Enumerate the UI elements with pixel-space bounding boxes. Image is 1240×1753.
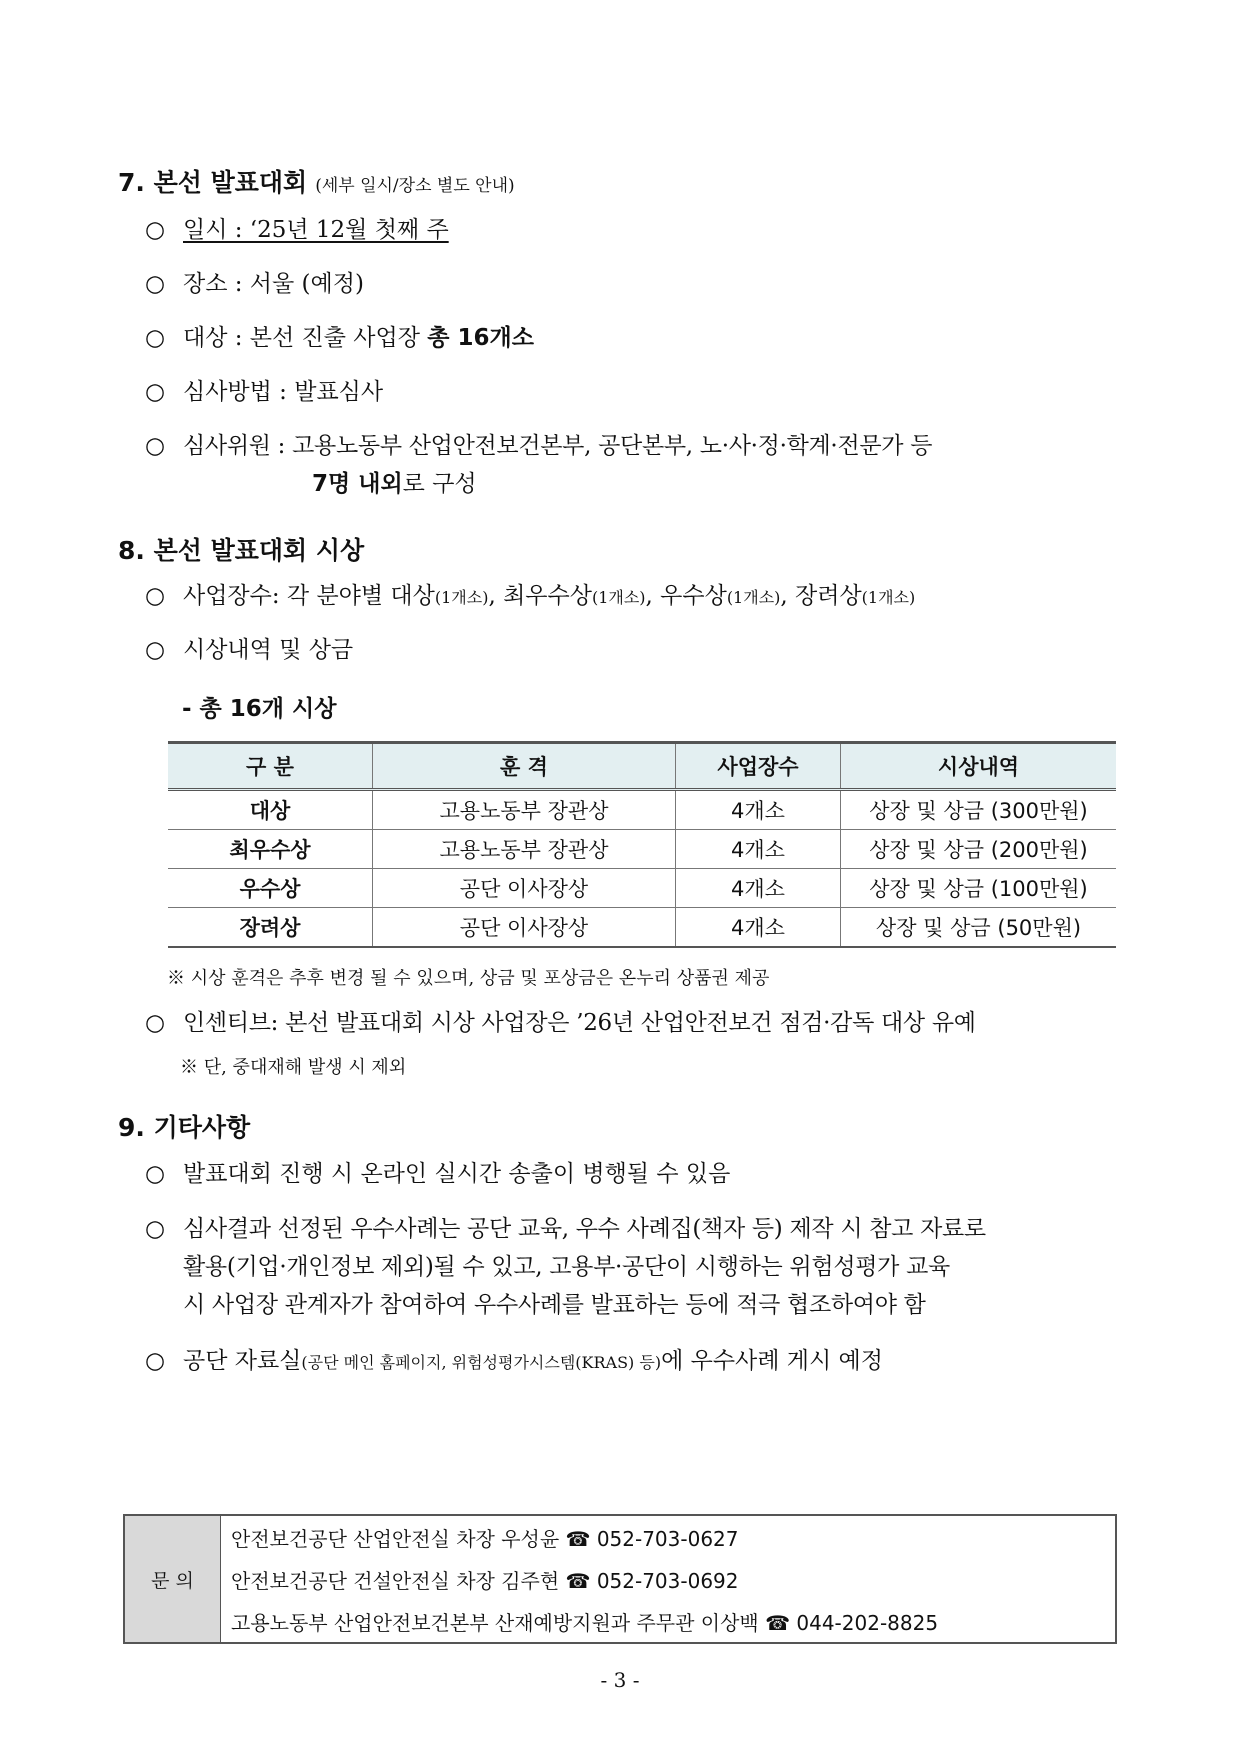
contact-row xyxy=(124,1558,1116,1600)
table-cell: 우수상 xyxy=(168,869,373,908)
table-row xyxy=(168,908,1116,948)
table-cell: 상장 및 상금 (100만원) xyxy=(841,869,1117,908)
awards-table xyxy=(168,741,1116,948)
count-text: , 우수상 xyxy=(645,583,727,609)
misc-item-2 xyxy=(145,1210,986,1248)
misc-text: 에 우수사례 게시 예정 xyxy=(661,1348,883,1374)
misc-note: (공단 메인 홈페이지, 위험성평가시스템(KRAS) 등) xyxy=(301,1353,662,1372)
table-header: 구 분 xyxy=(168,743,373,790)
table-cell: 4개소 xyxy=(676,790,841,830)
date-text: 일시 : ‘25년 12월 첫째 주 xyxy=(183,217,449,243)
count-note: (1개소) xyxy=(591,588,646,607)
method-text: 심사방법 : 발표심사 xyxy=(183,379,384,405)
bullet-circle-icon: ○ xyxy=(145,583,166,609)
page-number: - 3 - xyxy=(600,1668,640,1692)
details-text: 시상내역 및 상금 xyxy=(183,637,354,663)
target-count: 총 16개소 xyxy=(427,325,534,351)
table-cell: 고용노동부 장관상 xyxy=(373,830,676,869)
table-cell: 4개소 xyxy=(676,908,841,948)
contact-line: 안전보건공단 건설안전실 차장 김주현 ☎ 052-703-0692 xyxy=(231,1568,739,1593)
contact-row xyxy=(124,1515,1116,1558)
table-cell: 공단 이사장상 xyxy=(373,908,676,948)
table-header: 훈 격 xyxy=(373,743,676,790)
bullet-circle-icon: ○ xyxy=(145,325,166,351)
bullet-circle-icon: ○ xyxy=(145,217,166,243)
misc-item-2-line-2: 활용(기업·개인정보 제외)될 수 있고, 고용부·공단이 시행하는 위험성평가 교육 xyxy=(183,1254,950,1280)
judges-count: 7명 내외 xyxy=(312,471,403,497)
table-cell: 장려상 xyxy=(168,908,373,948)
method-item xyxy=(145,373,383,411)
table-cell: 고용노동부 장관상 xyxy=(373,790,676,830)
incentive-remark: ※ 단, 중대재해 발생 시 제외 xyxy=(180,1057,407,1078)
misc-item-1 xyxy=(145,1155,730,1193)
count-note: (1개소) xyxy=(726,588,781,607)
section-7-note: (세부 일시/장소 별도 안내) xyxy=(315,176,515,196)
misc-text: 발표대회 진행 시 온라인 실시간 송출이 병행될 수 있음 xyxy=(183,1161,731,1187)
bullet-circle-icon: ○ xyxy=(145,1010,165,1036)
incentive-item xyxy=(145,1004,976,1042)
table-header: 시상내역 xyxy=(841,743,1117,790)
misc-text: 심사결과 선정된 우수사례는 공단 교육, 우수 사례집(책자 등) 제작 시 참고 자료로 xyxy=(183,1216,986,1242)
section-7-title: 7. 본선 발표대회 xyxy=(118,168,308,197)
bullet-circle-icon: ○ xyxy=(145,1348,166,1374)
judges-item xyxy=(145,427,932,465)
contact-line: 고용노동부 산업안전보건본부 산재예방지원과 주무관 이상백 ☎ 044-202-8825 xyxy=(231,1610,939,1635)
target-text: 대상 : 본선 진출 사업장 xyxy=(183,325,428,351)
table-cell: 대상 xyxy=(168,790,373,830)
judges-rest: 로 구성 xyxy=(402,471,477,497)
award-remark: ※ 시상 훈격은 추후 변경 될 수 있으며, 상금 및 포상금은 온누리 상품권 제공 xyxy=(167,968,770,989)
count-item xyxy=(145,577,915,617)
table-header: 사업장수 xyxy=(676,743,841,790)
section-8-title: 8. 본선 발표대회 시상 xyxy=(118,536,365,565)
bullet-circle-icon: ○ xyxy=(145,433,165,459)
incentive-text: 인센티브: 본선 발표대회 시상 사업장은 ’26년 산업안전보건 점검·감독 대상 유예 xyxy=(183,1010,976,1036)
bullet-circle-icon: ○ xyxy=(145,379,166,405)
table-row xyxy=(168,869,1116,908)
table-cell: 상장 및 상금 (300만원) xyxy=(841,790,1117,830)
judges-continuation xyxy=(312,465,477,503)
place-item xyxy=(145,265,364,303)
count-text: , 최우수상 xyxy=(488,583,592,609)
count-note: (1개소) xyxy=(434,588,489,607)
contact-label: 문 의 xyxy=(124,1515,221,1643)
bullet-circle-icon: ○ xyxy=(145,1161,166,1187)
misc-text: 공단 자료실 xyxy=(183,1348,302,1374)
misc-item-2-line-3: 시 사업장 관계자가 참여하여 우수사례를 발표하는 등에 적극 협조하여야 함 xyxy=(183,1292,926,1318)
table-header-row xyxy=(168,743,1116,790)
table-row xyxy=(168,830,1116,869)
table-cell: 최우수상 xyxy=(168,830,373,869)
target-item xyxy=(145,319,534,357)
misc-item-3 xyxy=(145,1342,883,1382)
place-text: 장소 : 서울 (예정) xyxy=(183,271,364,297)
table-cell: 상장 및 상금 (50만원) xyxy=(841,908,1117,948)
table-cell: 공단 이사장상 xyxy=(373,869,676,908)
contact-row xyxy=(124,1600,1116,1643)
section-7-heading xyxy=(118,163,515,199)
table-cell: 4개소 xyxy=(676,869,841,908)
bullet-circle-icon: ○ xyxy=(145,271,166,297)
contact-table xyxy=(123,1514,1117,1644)
section-9-title: 9. 기타사항 xyxy=(118,1113,251,1142)
contact-line: 안전보건공단 산업안전실 차장 우성윤 ☎ 052-703-0627 xyxy=(231,1526,739,1551)
count-text: , 장려상 xyxy=(780,583,862,609)
count-note: (1개소) xyxy=(861,588,916,607)
table-cell: 상장 및 상금 (200만원) xyxy=(841,830,1117,869)
judges-text: 심사위원 : 고용노동부 산업안전보건본부, 공단본부, 노·사·정·학계·전문가 등 xyxy=(183,433,933,459)
awards-subtitle: - 총 16개 시상 xyxy=(182,696,337,722)
table-row xyxy=(168,790,1116,830)
bullet-circle-icon: ○ xyxy=(145,1216,165,1242)
table-cell: 4개소 xyxy=(676,830,841,869)
count-text: 사업장수: 각 분야별 대상 xyxy=(183,583,435,609)
bullet-circle-icon: ○ xyxy=(145,637,166,663)
details-item xyxy=(145,631,353,669)
section-9-heading xyxy=(118,1108,250,1144)
date-item xyxy=(145,211,449,249)
section-8-heading xyxy=(118,531,364,567)
